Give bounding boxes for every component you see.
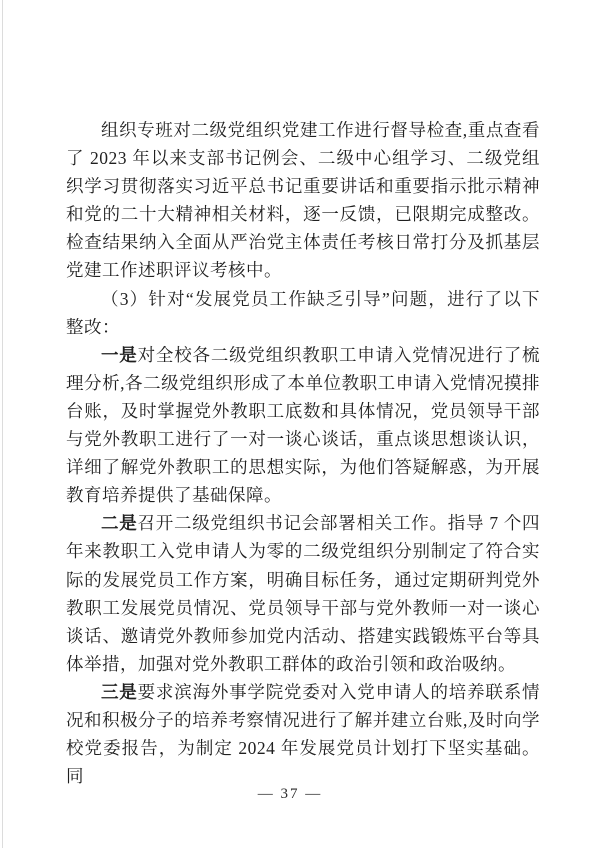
paragraph-lead: 三是 bbox=[101, 681, 138, 702]
paragraph bbox=[66, 341, 540, 510]
document-body bbox=[66, 116, 540, 790]
paragraph-text: 召开二级党组织书记会部署相关工作。指导 7 个四年来教职工入党申请人为零的二级党组织分别制定了符合实际的发展党员工作方案，明确目标任务，通过定期研判党外教职工发展党员情况、党员领导干部与党外教师一对一谈心谈话、邀请党外教师参加党内活动、搭建实践锻炼平台等具体举措，加强对党外教职工群体的政治引领和政治吸纳。 bbox=[66, 513, 540, 674]
paragraph-lead: 二是 bbox=[101, 513, 138, 534]
paragraph bbox=[66, 116, 540, 285]
paragraph-text: 对全校各二级党组织教职工申请入党情况进行了梳理分析,各二级党组织形成了本单位教职工申请入党情况摸排台账，及时掌握党外教职工底数和具体情况，党员领导干部与党外教职工进行了一对一谈心谈话，重点谈思想谈认识，详细了解党外教职工的思想实际，为他们答疑解惑，为开展教育培养提供了基础保障。 bbox=[66, 344, 540, 506]
scan-edge-line bbox=[2, 0, 3, 848]
paragraph-text: （3）针对“发展党员工作缺乏引导”问题，进行了以下整改： bbox=[66, 288, 540, 337]
paragraph bbox=[66, 678, 540, 790]
paragraph-lead: 一是 bbox=[101, 344, 138, 365]
page-number: — 37 — bbox=[257, 786, 323, 802]
paragraph-text: 要求滨海外事学院党委对入党申请人的培养联系情况和积极分子的培养考察情况进行了解并建立台账,及时向学校党委报告，为制定 2024 年发展党员计划打下坚实基础。同 bbox=[66, 681, 540, 787]
paragraph-text: 组织专班对二级党组织党建工作进行督导检查,重点查看了 2023 年以来支部书记例会、二级中心组学习、二级党组织学习贯彻落实习近平总书记重要讲话和重要指示批示精神和党的二十大精神相关材料，逐一反馈，已限期完成整改。检查结果纳入全面从严治党主体责任考核日常打分及抓基层党建工作述职评议考核中。 bbox=[66, 120, 540, 281]
paragraph bbox=[66, 285, 540, 341]
paragraph bbox=[66, 509, 540, 678]
